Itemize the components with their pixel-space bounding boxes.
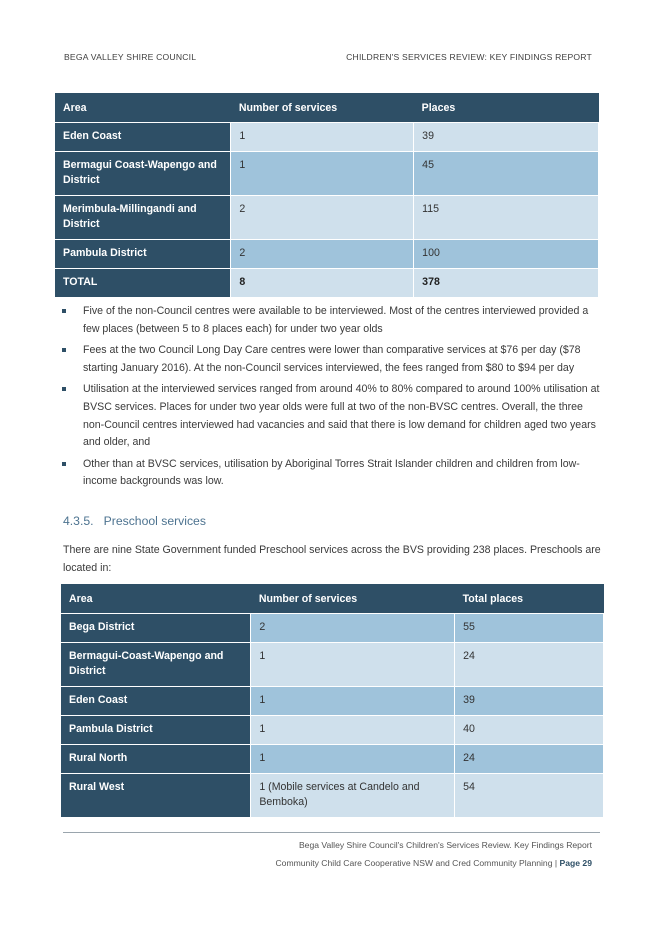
cell-services: 1 — [251, 687, 455, 716]
cell-services: 1 — [251, 745, 455, 774]
list-item-text: Other than at BVSC services, utilisation by Aboriginal Torres Strait Islander children and children from low-income backgrounds was low. — [83, 457, 580, 488]
cell-places: 24 — [455, 643, 604, 687]
cell-services: 1 — [251, 643, 455, 687]
cell-area: Eden Coast — [55, 123, 231, 152]
table-row — [61, 716, 604, 745]
col-header-total-places: Total places — [455, 584, 604, 614]
footer-divider — [63, 832, 600, 833]
cell-services: 8 — [231, 269, 414, 298]
section-heading: 4.3.5. Preschool services — [63, 514, 206, 528]
list-item-text: Utilisation at the interviewed services ranged from around 40% to 80% compared to around 100% utilisation at BVSC services. Places for under two year olds were full at two of the non-BVSC centres. Overall, the three non-Council centres interviewed had vacancies and said that there is low demand for children aged two years and older, and — [83, 383, 600, 449]
cell-services: 2 — [231, 196, 414, 240]
bullet-square-icon — [62, 309, 66, 313]
col-header-places: Places — [414, 93, 599, 123]
col-header-services: Number of services — [231, 93, 414, 123]
list-item — [56, 456, 604, 491]
cell-places: 45 — [414, 152, 599, 196]
cell-area: Rural North — [61, 745, 251, 774]
table-header-row — [61, 584, 604, 614]
list-item — [56, 303, 604, 338]
table-total-row — [55, 269, 599, 298]
cell-area: Pambula District — [55, 240, 231, 269]
cell-places: 39 — [414, 123, 599, 152]
cell-area: Bermagui-Coast-Wapengo and District — [61, 643, 251, 687]
table-row — [61, 614, 604, 643]
col-header-area: Area — [61, 584, 251, 614]
list-item-text: Five of the non-Council centres were available to be interviewed. Most of the centres interviewed provided a few places (between 5 to 8 places each) for under two year olds — [83, 305, 589, 335]
cell-places: 40 — [455, 716, 604, 745]
footer-line-1: Bega Valley Shire Council's Children's Services Review. Key Findings Report — [298, 840, 592, 850]
cell-places: 24 — [455, 745, 604, 774]
table-row — [55, 152, 599, 196]
cell-area: TOTAL — [55, 269, 231, 298]
cell-places: 115 — [414, 196, 599, 240]
list-item — [56, 342, 604, 377]
cell-area: Bega District — [61, 614, 251, 643]
cell-area: Eden Coast — [61, 687, 251, 716]
cell-services: 2 — [251, 614, 455, 643]
bullet-square-icon — [62, 348, 66, 352]
cell-places: 39 — [455, 687, 604, 716]
col-header-area: Area — [55, 93, 231, 123]
long-day-care-table — [55, 93, 599, 298]
cell-area: Bermagui Coast-Wapengo and District — [55, 152, 231, 196]
table-row — [61, 687, 604, 716]
cell-places: 100 — [414, 240, 599, 269]
cell-services: 1 — [251, 716, 455, 745]
cell-area: Pambula District — [61, 716, 251, 745]
cell-area: Rural West — [61, 774, 251, 818]
bullet-square-icon — [62, 387, 66, 391]
preschool-table — [61, 584, 604, 818]
section-intro: There are nine State Government funded Preschool services across the BVS providing 238 places. Preschools are located in: — [63, 544, 601, 574]
table-header-row — [55, 93, 599, 123]
table-row — [55, 240, 599, 269]
cell-services: 2 — [231, 240, 414, 269]
table-row — [55, 123, 599, 152]
bullet-square-icon — [62, 462, 66, 466]
table-row — [55, 196, 599, 240]
footer-credit: Community Child Care Cooperative NSW and Cred Community Planning | — [275, 858, 560, 868]
table-row — [61, 745, 604, 774]
page-number: Page 29 — [559, 858, 592, 868]
cell-services: 1 — [231, 152, 414, 196]
table-row — [61, 774, 604, 818]
cell-services: 1 (Mobile services at Candelo and Bemboka) — [251, 774, 455, 818]
footer-line-2 — [275, 858, 592, 868]
cell-places: 55 — [455, 614, 604, 643]
header-right: CHILDREN'S SERVICES REVIEW: KEY FINDINGS REPORT — [346, 52, 592, 62]
cell-area: Merimbula-Millingandi and District — [55, 196, 231, 240]
list-item-text: Fees at the two Council Long Day Care centres were lower than comparative services at $76 per day ($78 starting January 2016). At the non-Council services interviewed, the fees ranged from $80 to $94 per day — [83, 344, 581, 374]
findings-list — [56, 303, 604, 495]
cell-places: 378 — [414, 269, 599, 298]
cell-places: 54 — [455, 774, 604, 818]
cell-services: 1 — [231, 123, 414, 152]
col-header-services: Number of services — [251, 584, 455, 614]
header-left: BEGA VALLEY SHIRE COUNCIL — [64, 52, 197, 62]
list-item — [56, 381, 604, 451]
table-row — [61, 643, 604, 687]
